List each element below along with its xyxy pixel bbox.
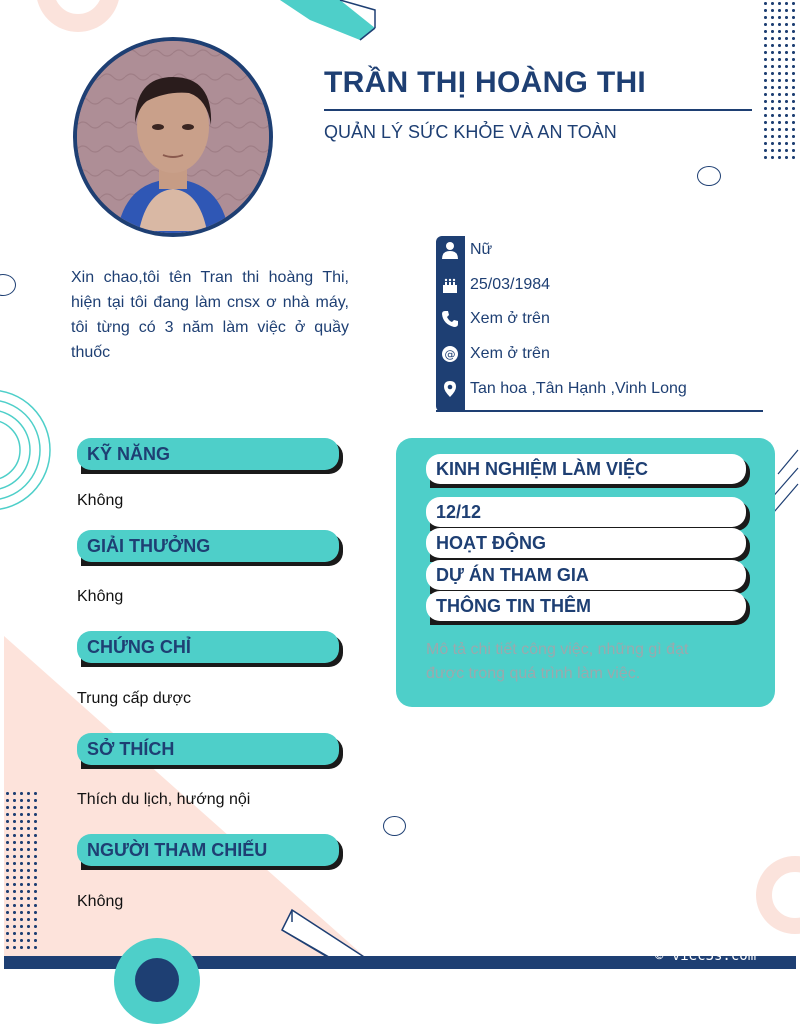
decorative-circle [383,816,406,836]
avatar-photo [77,41,269,233]
experience-item [426,560,750,594]
section-title: CHỨNG CHỈ [77,631,339,663]
references-section-header [77,834,343,870]
birthdate-value: 25/03/1984 [470,276,551,293]
experience-item [426,497,750,531]
awards-section-header [77,530,343,566]
decorative-ring [36,0,120,32]
address-value: Tan hoa ,Tân Hạnh ,Vinh Long [470,380,687,397]
divider [324,109,752,111]
experience-item-label: HOẠT ĐỘNG [426,528,746,558]
section-title: GIẢI THƯỞNG [77,530,339,562]
decorative-bar [280,0,380,42]
decorative-dots [4,790,38,950]
experience-item [426,528,750,562]
experience-header [426,454,750,488]
references-content: Không [77,893,124,910]
awards-content: Không [77,588,124,605]
decorative-arcs [0,390,60,510]
experience-item-label: THÔNG TIN THÊM [426,591,746,621]
intro-text: Xin chao,tôi tên Tran thi hoàng Thi, hiện tại tôi đang làm cnsx ơ nhà máy, tôi từng có 3 năm làm việc ở quầy thuốc [71,269,349,361]
svg-text:@: @ [444,348,456,361]
phone-icon [438,307,462,331]
decorative-dots [762,0,796,160]
section-title: NGƯỜI THAM CHIẾU [77,834,339,866]
birthday-cake-icon [438,273,462,297]
experience-title: KINH NGHIỆM LÀM VIỆC [426,454,746,484]
certificates-content: Trung cấp dược [77,690,191,707]
watermark: © viec3s.com [655,948,757,964]
certificates-section-header [77,631,343,667]
gender-value: Nữ [470,241,493,258]
decorative-circle [135,958,179,1002]
decorative-circle [697,166,721,186]
experience-item-label: 12/12 [426,497,746,527]
decorative-circle [0,274,16,296]
experience-item [426,591,750,625]
email-icon [438,342,462,366]
hobbies-section-header [77,733,343,769]
location-pin-icon [438,377,462,401]
avatar [73,37,273,237]
decorative-ring [756,856,800,934]
phone-value: Xem ở trên [470,310,550,327]
candidate-name: TRẦN THỊ HOÀNG THI [324,66,647,99]
email-value: Xem ở trên [470,345,550,362]
section-title: SỞ THÍCH [77,733,339,765]
section-title: KỸ NĂNG [77,438,339,470]
job-title: QUẢN LÝ SỨC KHỎE VÀ AN TOÀN [324,122,617,142]
hobbies-content: Thích du lịch, hướng nội [77,791,251,808]
experience-description: Mô tả chi tiết công việc, những gì đạt được trong quá trình làm việc. [426,641,689,682]
skills-content: Không [77,492,124,509]
divider [436,410,763,412]
experience-item-label: DỰ ÁN THAM GIA [426,560,746,590]
skills-section-header [77,438,343,474]
person-icon [438,238,462,262]
